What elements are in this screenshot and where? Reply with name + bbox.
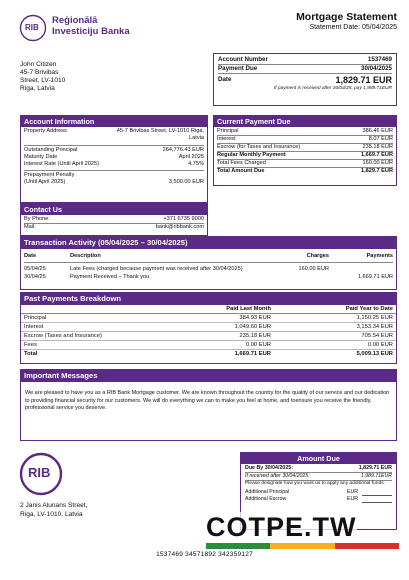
cp-total-value: 1,829.7 EUR (360, 168, 393, 174)
pp-label: Principal (24, 315, 47, 321)
pp-last: 235.18 EUR (239, 333, 271, 339)
table-row (21, 350, 396, 359)
pp-last: 0.00 EUR (245, 342, 271, 348)
maturity-date-value: April 2025 (178, 154, 204, 160)
tx-payments: 1,669.71 EUR (357, 274, 393, 280)
col-charges: Charges (306, 253, 329, 259)
maturity-date-label: Maturity Date (24, 154, 58, 160)
footer-logo-text: RIB (28, 465, 51, 480)
tx-description: Late Fees (charged because payment was received after 30/04/2025) (70, 266, 243, 272)
col-date: Date (24, 253, 37, 259)
cp-fees-value: 160.00 EUR (362, 160, 393, 166)
cp-fees-label: Total Fees Charged (217, 160, 266, 166)
outstanding-principal-value: 264,776.43 EUR (162, 147, 204, 153)
messages-body: We are pleased to have you as a RIB Bank Mortgage customer. We are known throughout the country for the quality of our service and our dedication to providing financial security for our customers. We will do everything we can to make you feel at home, and toensure you receive the friendly, professional service you deserve. (25, 390, 390, 412)
pp-ytd: 0.00 EUR (367, 342, 393, 348)
customer-address-line3: Riga, Latvia (20, 85, 55, 92)
cp-interest-label: Interest (217, 136, 236, 142)
bank-name-line1: Reģionālā (52, 15, 98, 26)
past-payments-table (21, 305, 396, 358)
account-summary-box (213, 53, 397, 106)
col-payments: Payments (366, 253, 393, 259)
page-title: Mortgage Statement (296, 11, 397, 23)
customer-address-line2: Street, LV-1010 (20, 77, 66, 84)
col-description: Description (70, 253, 101, 259)
contact-section (20, 203, 208, 236)
prepayment-penalty-label: Prepayment Penalty (24, 172, 75, 178)
bank-name (52, 15, 130, 37)
outstanding-principal-label: Outstanding Principal (24, 147, 78, 153)
coupon-instruction: Please designate how you want us to apply any additional funds. (245, 481, 386, 486)
payment-due-label: Payment Due (218, 65, 258, 72)
past-payments-header: Past Payments Breakdown (21, 293, 396, 305)
tx-date: 05/04/25 (24, 266, 46, 272)
pp-last: 1,669.71 EUR (234, 351, 271, 357)
prepayment-penalty-value: 3,500.00 EUR (168, 179, 204, 185)
cp-regular-payment-label: Regular Monthly Payment (217, 152, 286, 158)
tx-charges: 160.00 EUR (298, 266, 329, 272)
coupon-due-value: 1,829.71 EUR (358, 465, 392, 471)
table-row (21, 323, 396, 332)
pp-label: Total (24, 351, 38, 357)
coupon-header: Amount Due (241, 453, 396, 464)
col-paid-last-month: Paid Last Month (226, 306, 271, 312)
current-payment-section (213, 115, 397, 186)
cp-escrow-label: Escrow (for Taxes and Insurance) (217, 144, 301, 150)
tx-date: 30/04/25 (24, 274, 46, 280)
table-row (21, 332, 396, 341)
contact-header: Contact Us (21, 204, 207, 215)
additional-principal-label: Additional Principal (245, 489, 290, 496)
footer-address-line2: Riga, LV-1010, Latvia (20, 510, 83, 518)
cp-total-label: Total Amount Due (217, 168, 265, 174)
coupon-late-label: If received after 30/04/2025: (245, 473, 310, 479)
property-address-value: 45-7 Brivibas Street, LV-1010 Riga, Latvia (116, 128, 204, 141)
cp-regular-payment-value: 1,669.7 EUR (360, 152, 393, 158)
cp-interest-value: 8.07 EUR (368, 136, 393, 142)
customer-address (20, 61, 65, 93)
logo-text: RIB (25, 23, 39, 32)
pp-last: 384.93 EUR (239, 315, 271, 321)
statement-date: Statement Date: 05/04/2025 (309, 24, 397, 31)
table-row (21, 265, 396, 273)
email-link[interactable]: bank@ribbank.com (155, 224, 204, 230)
table-row (21, 341, 396, 350)
transaction-header: Transaction Activity (05/04/2025 – 30/04/2025) (21, 237, 396, 249)
pp-label: Interest (24, 324, 44, 330)
account-information-header: Account Information (21, 116, 207, 127)
footer-address-line1: 2 Janis Alunans Street, (20, 502, 88, 509)
footer-address (20, 502, 87, 519)
footer-logo (19, 452, 63, 496)
mail-label: Mail: (24, 224, 36, 230)
watermark-text: COTPE.TW (206, 512, 357, 542)
coupon-late-value: 1,989.71EUR (360, 473, 392, 479)
table-row (21, 314, 396, 323)
tx-charges (288, 273, 330, 281)
tx-payments (330, 265, 396, 273)
additional-principal-currency: EUR (347, 489, 358, 496)
additional-escrow-input[interactable] (362, 496, 392, 503)
table-row (21, 273, 396, 281)
account-number: 1537469 (367, 56, 392, 63)
tx-description: Payment Received – Thank you (70, 274, 150, 280)
past-payments-section (20, 292, 397, 364)
current-payment-header: Current Payment Due (214, 116, 396, 127)
account-number-label: Account Number (218, 56, 268, 63)
transaction-table (21, 252, 396, 281)
watermark-color-bar (206, 543, 399, 549)
amount-date-label: Date (218, 76, 232, 83)
additional-escrow-label: Additional Escrow (245, 496, 287, 503)
customer-name: John Citizen (20, 61, 57, 68)
phone-label: By Phone: (24, 216, 50, 222)
messages-header: Important Messages (21, 370, 396, 382)
bank-name-line2: Investiciju Banka (52, 26, 130, 37)
col-paid-ytd: Paid Year to Date (345, 306, 393, 312)
pp-ytd: 5,009.13 EUR (356, 351, 393, 357)
pp-ytd: 705.54 EUR (361, 333, 393, 339)
coupon-due-label: Due By 30/04/2025: (245, 465, 293, 471)
messages-section (20, 369, 397, 441)
pp-label: Fees (24, 342, 37, 348)
additional-principal-input[interactable] (362, 489, 392, 496)
transaction-section (20, 236, 397, 290)
cp-escrow-value: 235.18 EUR (362, 144, 393, 150)
pp-label: Escrow (Taxes and Insurance) (24, 333, 102, 339)
pp-ytd: 3,153.34 EUR (356, 324, 393, 330)
interest-rate-label: Interest Rate (Until April 2025) (24, 161, 99, 167)
late-payment-note: If payment is received after 30/04/25, pay 1,989.71EUR (273, 86, 392, 91)
bank-logo (19, 14, 47, 42)
amount-due-total: 1,829.71 EUR (335, 75, 392, 85)
phone-number[interactable]: +371 6735 9000 (163, 216, 204, 222)
additional-escrow-currency: EUR (347, 496, 358, 503)
transaction-header-row (21, 252, 396, 260)
interest-rate-value: 4.75% (188, 161, 204, 167)
property-address-label: Property Address (24, 128, 67, 134)
prepayment-penalty-period: (Until April 2025) (24, 179, 66, 185)
barcode-text: 1537469 34571892 342359127 (156, 551, 253, 558)
cp-principal-value: 386.46 EUR (362, 128, 393, 134)
pp-last: 1,049.60 EUR (234, 324, 271, 330)
cp-principal-label: Principal (217, 128, 239, 134)
customer-address-line1: 45-7 Brivibas (20, 69, 59, 76)
pp-ytd: 1,150.25 EUR (356, 315, 393, 321)
account-information-section (20, 115, 208, 203)
payment-due-date: 30/04/2025 (361, 65, 392, 72)
